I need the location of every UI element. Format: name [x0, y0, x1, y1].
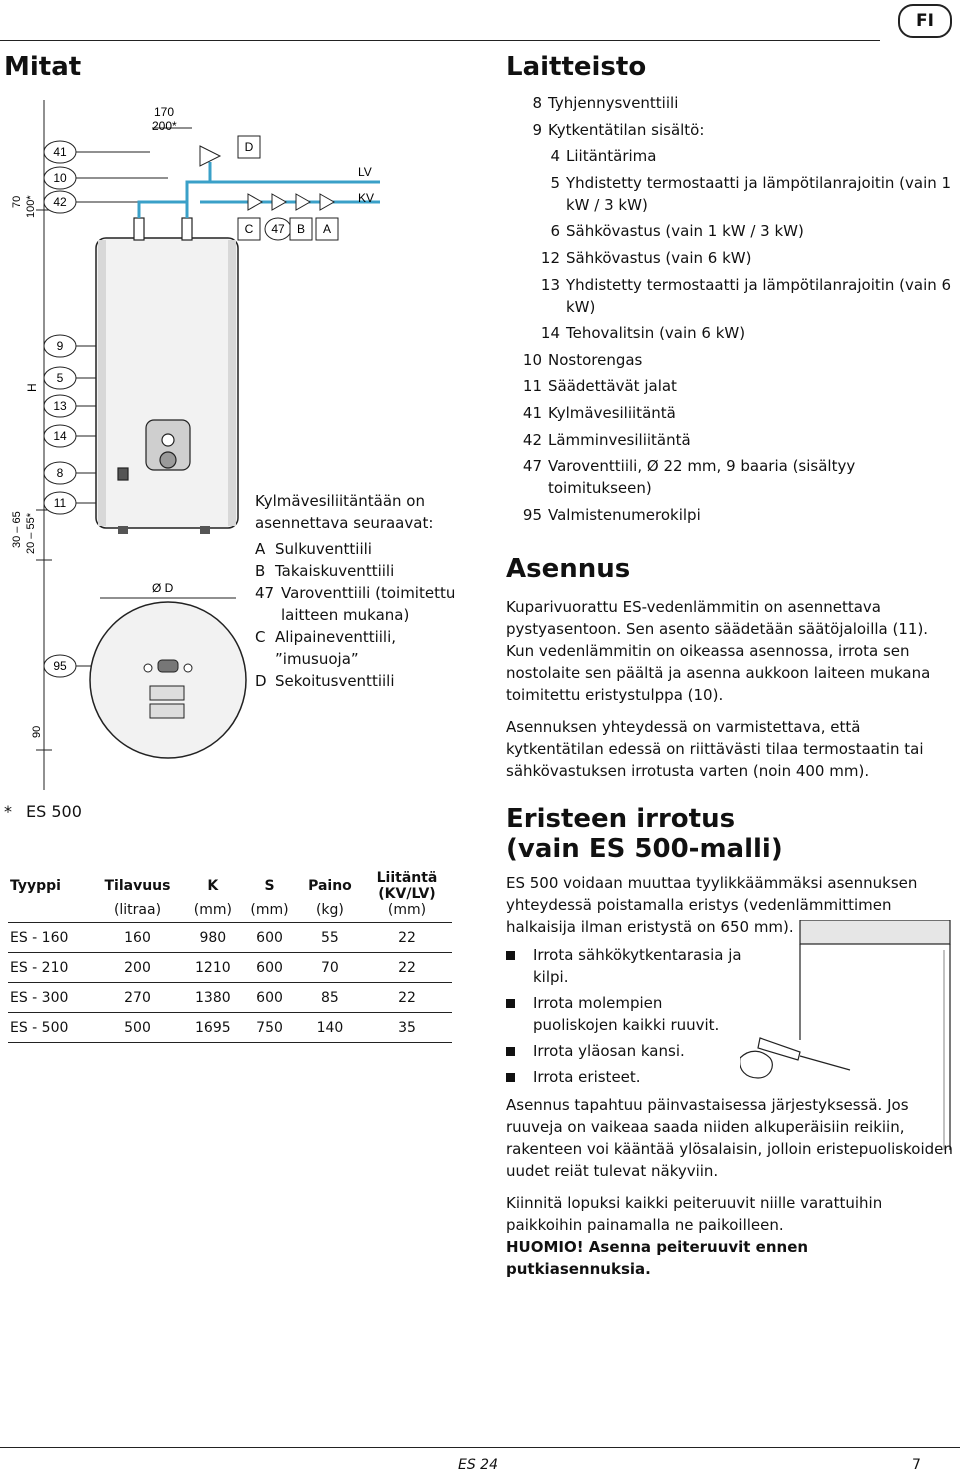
note-key: C [255, 628, 266, 646]
col-unit: (mm) [250, 902, 289, 918]
list-item [508, 455, 958, 499]
language-badge: FI [898, 4, 952, 38]
callout-95: 95 [53, 659, 67, 673]
list-item [508, 349, 958, 371]
callout-42: 42 [53, 195, 67, 209]
dim-top: 170 [154, 105, 175, 119]
parts-list [508, 92, 958, 530]
cell: 750 [241, 1013, 298, 1043]
list-item [508, 504, 958, 526]
footer-doc-code: ES 24 [458, 1457, 498, 1473]
part-number: 6 [550, 222, 560, 241]
label-LV: LV [358, 165, 372, 179]
list-item [508, 322, 958, 344]
step-item [506, 1066, 958, 1088]
heater-body [96, 238, 238, 528]
callout-A: A [322, 222, 332, 236]
step-item [506, 1040, 958, 1062]
callout-8: 8 [56, 466, 64, 480]
cell: 160 [90, 923, 184, 953]
cell: 270 [90, 983, 184, 1013]
cell: 500 [90, 1013, 184, 1043]
part-number: 42 [522, 430, 542, 449]
part-number: 47 [522, 457, 542, 476]
note-item [255, 670, 470, 692]
cell: 35 [362, 1013, 452, 1043]
part-text: Tehovalitsin (vain 6 kW) [566, 324, 746, 343]
part-text: Tyhjennysventtiili [548, 94, 679, 112]
list-item [508, 172, 958, 216]
part-text: Yhdistetty termostaatti ja lämpötilanrajoitin (vain 6 kW) [566, 275, 952, 316]
cell: 600 [241, 953, 298, 983]
list-item [508, 119, 958, 141]
bullet-square-icon [506, 999, 515, 1008]
part-text: Säädettävät jalat [548, 377, 677, 396]
callout-B: B [296, 222, 306, 236]
part-number: 14 [540, 324, 560, 343]
part-text: Lämminvesiliitäntä [548, 430, 691, 449]
bullet-square-icon [506, 1073, 515, 1082]
note-key: D [255, 672, 267, 690]
cell: 55 [298, 923, 362, 953]
eriste-fasten-text: Kiinnitä lopuksi kaikki peiteruuvit niille varattuihin paikkoihin painamalla ne paikoilleen. [506, 1194, 883, 1234]
note-intro: Kylmävesiliitäntään on asennettava seuraavat: [255, 492, 434, 532]
eriste-title-line-1: Eristeen irrotus [506, 804, 736, 834]
section-title-laitteisto: Laitteisto [506, 52, 647, 82]
asennus-body [506, 596, 958, 792]
step-text: Irrota yläosan kansi. [533, 1042, 685, 1060]
es500-footnote [4, 802, 82, 821]
note-text: Alipaineventtiili, ”imusuoja” [275, 628, 397, 668]
list-item [508, 274, 958, 318]
table-unit-row [8, 902, 452, 923]
cell: ES - 210 [8, 953, 90, 983]
cell: 980 [185, 923, 242, 953]
dim-left-bottom-a: 30 – 65 [11, 511, 23, 548]
callout-10: 10 [53, 171, 67, 185]
cell: ES - 300 [8, 983, 90, 1013]
cell: 85 [298, 983, 362, 1013]
cell: 1210 [185, 953, 242, 983]
asennus-paragraph-2: Asennuksen yhteydessä on varmistettava, että kytkentätilan edessä on riittävästi tilaa termostaatin tai sähkövastuksen irrotusta varten (noin 400 mm). [506, 718, 924, 780]
note-item [255, 582, 470, 626]
part-number: 5 [550, 173, 560, 192]
note-item [255, 626, 470, 670]
callout-9: 9 [56, 339, 64, 353]
cell: 1380 [185, 983, 242, 1013]
cell: ES - 500 [8, 1013, 90, 1043]
note-key: 47 [255, 584, 275, 602]
footnote-star: * [4, 802, 12, 821]
part-text: Valmistenumerokilpi [548, 505, 701, 524]
cell: 140 [298, 1013, 362, 1043]
part-number: 11 [522, 377, 542, 396]
eriste-warning: HUOMIO! Asenna peiteruuvit ennen putkiasennuksia. [506, 1238, 809, 1278]
cell: 22 [362, 923, 452, 953]
dim-H: H [25, 383, 39, 392]
table-row [8, 953, 452, 983]
list-item [508, 92, 958, 114]
list-item [508, 220, 958, 242]
part-number: 13 [540, 275, 560, 294]
col-header-type: Tyyppi [10, 878, 61, 894]
step-item [506, 944, 958, 988]
part-text: Nostorengas [548, 350, 643, 369]
note-item [255, 538, 470, 560]
callout-11: 11 [53, 496, 67, 510]
col-header-k: K [207, 878, 219, 894]
cell: ES - 160 [8, 923, 90, 953]
table-row [8, 983, 452, 1013]
col-unit: (mm) [193, 902, 232, 918]
step-text: Irrota molempien puoliskojen kaikki ruuvit. [533, 994, 720, 1034]
callout-41: 41 [53, 145, 67, 159]
note-text: Varoventtiili (toimitettu laitteen mukana) [281, 584, 456, 624]
bullet-square-icon [506, 951, 515, 960]
part-text: Sähkövastus (vain 6 kW) [566, 248, 752, 267]
part-number: 12 [540, 248, 560, 267]
list-item [508, 375, 958, 397]
table-header-row [8, 866, 452, 902]
list-item [508, 402, 958, 424]
cell: 22 [362, 983, 452, 1013]
dim-90: 90 [31, 725, 43, 738]
section-title-asennus: Asennus [506, 554, 631, 584]
callout-14: 14 [53, 429, 67, 443]
part-number: 4 [550, 147, 560, 166]
table-row [8, 1013, 452, 1043]
part-text: Varoventtiili, Ø 22 mm, 9 baaria (sisältyy toimitukseen) [548, 457, 856, 498]
part-text: Sähkövastus (vain 1 kW / 3 kW) [566, 222, 804, 241]
spec-table [8, 866, 452, 1043]
cell: 600 [241, 923, 298, 953]
eriste-title-line-2: (vain ES 500-malli) [506, 834, 783, 864]
list-item [508, 247, 958, 269]
dim-left-top-b: 100* [25, 195, 37, 218]
note-text: Takaiskuventtiili [275, 562, 395, 580]
col-header-volume: Tilavuus [104, 878, 171, 894]
col-header-connection: Liitäntä (KV/LV) [376, 870, 438, 902]
asennus-paragraph-1: Kuparivuorattu ES-vedenlämmitin on asennettava pystyasentoon. Sen asento säädetään säätöjaloilla (11). Kun vedenlämmitin on oikeassa asennossa, irrota sen nostolaite sen päältä ja asenna aukkoon laiteen mukana toimitettu eristystulppa (10). [506, 598, 931, 704]
callout-47: 47 [271, 222, 285, 236]
part-text: Liitäntärima [566, 147, 657, 166]
note-key: A [255, 540, 266, 558]
bullet-square-icon [506, 1047, 515, 1056]
col-unit [8, 902, 90, 923]
col-unit: (mm) [387, 902, 427, 918]
pipe-assembly [139, 162, 380, 218]
step-text: Irrota eristeet. [533, 1068, 641, 1086]
header-rule [0, 40, 880, 41]
col-header-weight: Paino [308, 878, 352, 894]
page-number: 7 [912, 1457, 921, 1473]
label-KV: KV [358, 191, 375, 205]
cell: 22 [362, 953, 452, 983]
col-unit: (kg) [315, 902, 344, 918]
col-unit: (litraa) [113, 902, 162, 918]
installation-note [255, 490, 470, 692]
callout-5: 5 [56, 371, 64, 385]
part-text: Kylmävesiliitäntä [548, 403, 676, 422]
note-key: B [255, 562, 266, 580]
part-number: 9 [532, 120, 542, 139]
footnote-text: ES 500 [26, 802, 82, 821]
cell: 600 [241, 983, 298, 1013]
note-text: Sulkuventtiili [275, 540, 372, 558]
callout-13: 13 [53, 399, 67, 413]
footer-rule [0, 1447, 960, 1448]
part-text: Kytkentätilan sisältö: [548, 120, 705, 139]
col-header-s: S [264, 878, 275, 894]
dim-left-top-a: 70 [11, 195, 23, 208]
valves [200, 146, 334, 210]
part-number: 10 [522, 350, 542, 369]
eriste-intro: ES 500 voidaan muuttaa tyylikkäämmäksi asennuksen yhteydessä poistamalla eristys (vedenlämmittimen halkaisija ilman eristystä on 650 mm). [506, 874, 918, 936]
eriste-order-text: Asennus tapahtuu päinvastaisessa järjestyksessä. Jos ruuveja on vaikeaa saada niiden alkuperäisiin reikiin, rakenteen voi kääntää ylösalaisin, jolloin eristepuoliskoiden uudet reiät tulevat näkyviin. [506, 1096, 953, 1180]
part-number: 8 [532, 94, 542, 112]
callout-C: C [244, 222, 254, 236]
dim-top-star: 200* [152, 119, 177, 133]
part-number: 95 [522, 505, 542, 524]
section-title-eriste [506, 804, 783, 864]
callout-D: D [244, 140, 254, 154]
step-text: Irrota sähkökytkentarasia ja kilpi. [533, 946, 742, 986]
section-title-mitat: Mitat [4, 52, 82, 82]
cell: 70 [298, 953, 362, 983]
list-item [508, 145, 958, 167]
dim-left-bottom-b: 20 – 55* [25, 513, 37, 554]
part-text: Yhdistetty termostaatti ja lämpötilanrajoitin (vain 1 kW / 3 kW) [566, 173, 952, 214]
step-item [506, 992, 958, 1036]
note-item [255, 560, 470, 582]
eriste-body [506, 872, 958, 1280]
list-item [508, 429, 958, 451]
dim-diameter: Ø D [152, 581, 174, 595]
heater-bottom-view [90, 602, 246, 758]
note-text: Sekoitusventtiili [275, 672, 395, 690]
cell: 1695 [185, 1013, 242, 1043]
cell: 200 [90, 953, 184, 983]
table-row [8, 923, 452, 953]
part-number: 41 [522, 403, 542, 422]
